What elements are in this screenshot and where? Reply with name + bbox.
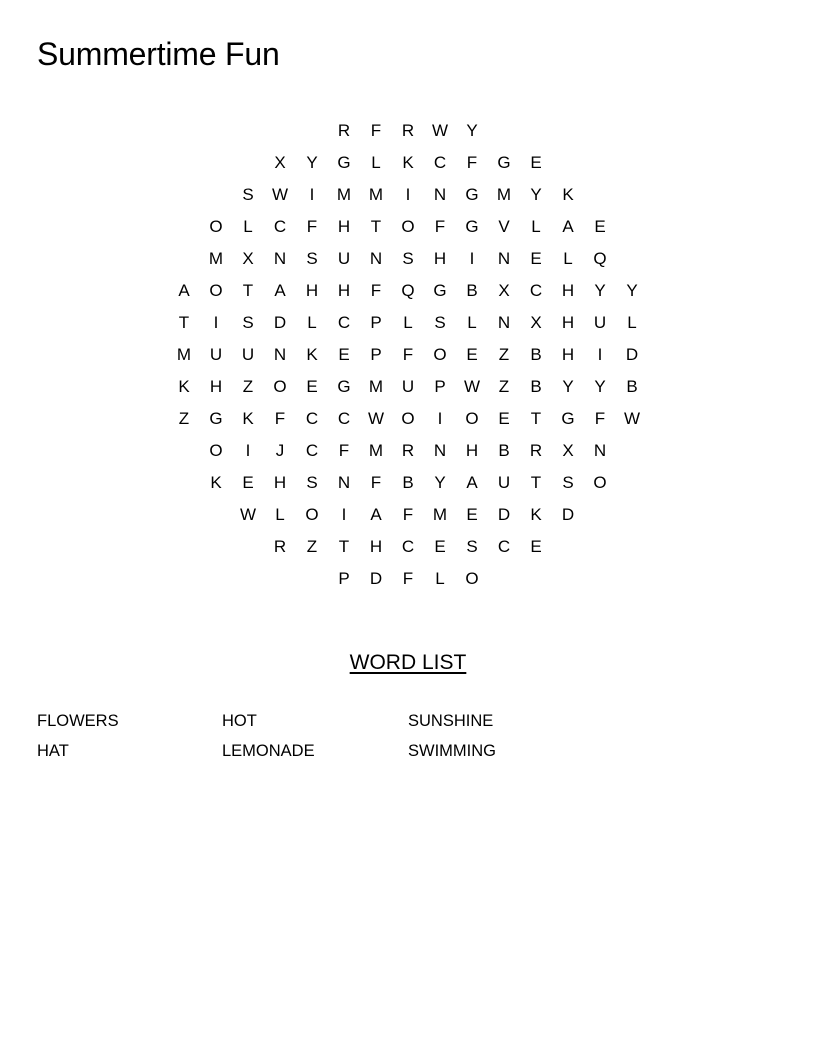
grid-letter: D [273,313,287,332]
grid-letter: T [338,537,350,556]
grid-letter: K [178,377,190,396]
grid-letter: N [433,441,447,460]
grid-letter: O [273,377,287,396]
grid-letter: L [403,313,413,332]
grid-letter: D [625,345,639,364]
grid-letter: W [239,505,257,524]
grid-letter: G [433,281,447,300]
grid-letter: K [242,409,254,428]
grid-letter: N [433,185,447,204]
grid-letter: G [561,409,575,428]
grid-letter: F [434,217,446,236]
grid-letter: H [305,281,319,300]
grid-letter: Z [178,409,190,428]
grid-letter: X [274,153,286,172]
grid-letter: K [210,473,222,492]
grid-letter: M [208,249,224,268]
grid-letter: Z [498,345,510,364]
grid-letter: O [593,473,607,492]
grid-letter: R [401,121,415,140]
grid-letter: Y [626,281,638,300]
grid-letter: U [241,345,255,364]
grid-letter: C [529,281,543,300]
word-list-heading-container [0,648,816,678]
grid-letter: R [401,441,415,460]
grid-letter: M [336,185,352,204]
grid-letter: F [306,217,318,236]
grid-letter: D [369,569,383,588]
grid-letter: V [498,217,510,236]
grid-letter: K [530,505,542,524]
grid-letter: Y [434,473,446,492]
grid-letter: P [370,313,382,332]
grid-letter: E [242,473,254,492]
grid-letter: N [337,473,351,492]
grid-letter: Y [562,377,574,396]
grid-letter: H [561,281,575,300]
grid-letter: F [594,409,606,428]
grid-letter: M [368,441,384,460]
grid-letter: F [402,569,414,588]
grid-letter: L [307,313,317,332]
grid-letter: L [627,313,637,332]
grid-letter: A [178,281,190,300]
grid-letter: U [401,377,415,396]
word-list-item: HOT [222,712,257,730]
grid-letter: N [593,441,607,460]
grid-letter: C [305,441,319,460]
grid-letter: R [273,537,287,556]
grid-letter: Y [306,153,318,172]
grid-letter: M [368,185,384,204]
grid-letter: C [433,153,447,172]
grid-letter: T [370,217,382,236]
grid-letter: T [178,313,190,332]
grid-letter: M [432,505,448,524]
grid-letter: N [369,249,383,268]
grid-letter: S [562,473,574,492]
grid-letter: L [243,217,253,236]
grid-letter: U [497,473,511,492]
grid-letter: A [562,217,574,236]
grid-letter: N [497,313,511,332]
grid-letter: B [402,473,414,492]
grid-letter: O [209,217,223,236]
grid-letter: I [341,505,347,524]
grid-letter: O [401,217,415,236]
grid-letter: M [368,377,384,396]
grid-letter: A [370,505,382,524]
grid-letter: I [437,409,443,428]
grid-letter: F [370,281,382,300]
grid-letter: O [401,409,415,428]
grid-letter: G [337,153,351,172]
grid-letter: H [369,537,383,556]
word-list-item: HAT [37,742,69,760]
grid-letter: F [402,345,414,364]
grid-letter: H [273,473,287,492]
grid-letter: U [209,345,223,364]
grid-letter: W [431,121,449,140]
grid-letter: S [466,537,478,556]
grid-letter: H [337,217,351,236]
grid-letter: W [271,185,289,204]
grid-letter: W [463,377,481,396]
grid-letter: N [497,249,511,268]
grid-letter: C [401,537,415,556]
grid-letter: L [435,569,445,588]
grid-letter: H [465,441,479,460]
grid-letter: H [561,313,575,332]
grid-letter: F [370,121,382,140]
grid-letter: H [337,281,351,300]
grid-letter: F [338,441,350,460]
grid-letter: C [273,217,287,236]
grid-letter: Y [530,185,542,204]
grid-letter: S [242,185,254,204]
grid-letter: B [530,377,542,396]
grid-letter: A [466,473,478,492]
grid-letter: O [305,505,319,524]
grid-letter: O [465,569,479,588]
grid-letter: S [242,313,254,332]
grid-letter: E [338,345,350,364]
grid-letter: Z [498,377,510,396]
grid-letter: S [402,249,414,268]
grid-letter: L [275,505,285,524]
grid-letter: E [530,537,542,556]
grid-letter: F [370,473,382,492]
grid-letter: I [597,345,603,364]
grid-letter: B [626,377,638,396]
grid-letter: K [402,153,414,172]
grid-letter: E [434,537,446,556]
grid-letter: P [434,377,446,396]
grid-letter: T [530,473,542,492]
grid-letter: L [563,249,573,268]
word-list-heading: WORD LIST [349,651,467,674]
grid-letter: H [561,345,575,364]
grid-letter: U [337,249,351,268]
grid-letter: J [275,441,285,460]
grid-letter: G [209,409,223,428]
grid-letter: H [209,377,223,396]
grid-letter: Y [594,377,606,396]
grid-letter: D [497,505,511,524]
grid-letter: Q [401,281,415,300]
word-list-item: SUNSHINE [408,712,494,730]
grid-letter: U [593,313,607,332]
grid-letter: S [434,313,446,332]
grid-letter: M [176,345,192,364]
grid-letter: G [497,153,511,172]
grid-letter: G [465,217,479,236]
word-list-item: FLOWERS [37,712,119,730]
grid-letter: G [465,185,479,204]
grid-letter: A [274,281,286,300]
grid-letter: W [623,409,641,428]
grid-letter: G [337,377,351,396]
grid-letter: F [274,409,286,428]
grid-letter: I [245,441,251,460]
grid-letter: I [213,313,219,332]
grid-letter: O [465,409,479,428]
grid-letter: X [242,249,254,268]
grid-letter: B [466,281,478,300]
grid-letter: T [530,409,542,428]
grid-letter: E [306,377,318,396]
grid-letter: S [306,249,318,268]
grid-letter: Q [593,249,607,268]
grid-letter: W [367,409,385,428]
grid-letter: B [498,441,510,460]
grid-letter: X [530,313,542,332]
grid-letter: X [562,441,574,460]
grid-letter: E [530,249,542,268]
grid-letter: O [209,281,223,300]
grid-letter: E [594,217,606,236]
grid-letter: F [402,505,414,524]
grid-letter: R [337,121,351,140]
grid-letter: E [466,345,478,364]
grid-letter: N [273,345,287,364]
grid-letter: X [498,281,510,300]
grid-letter: H [433,249,447,268]
grid-letter: K [306,345,318,364]
grid-letter: I [405,185,411,204]
grid-letter: Y [594,281,606,300]
grid-letter: P [338,569,350,588]
grid-letter: F [466,153,478,172]
word-list-item: LEMONADE [222,742,315,760]
grid-letter: T [242,281,254,300]
grid-letter: C [337,409,351,428]
grid-letter: E [466,505,478,524]
grid-letter: D [561,505,575,524]
grid-letter: C [305,409,319,428]
grid-letter: P [370,345,382,364]
puzzle-title: Summertime Fun [37,36,280,72]
grid-letter: L [371,153,381,172]
grid-letter: I [309,185,315,204]
grid-letter: N [273,249,287,268]
grid-letter: M [496,185,512,204]
grid-letter: Y [466,121,478,140]
grid-letter: C [497,537,511,556]
grid-letter: L [467,313,477,332]
grid-letter: L [531,217,541,236]
grid-letter: B [530,345,542,364]
grid-letter: E [530,153,542,172]
grid-letter: Z [242,377,254,396]
grid-letter: Z [306,537,318,556]
grid-letter: R [529,441,543,460]
grid-letter: E [498,409,510,428]
grid-letter: K [562,185,574,204]
grid-letter: S [306,473,318,492]
grid-letter: O [433,345,447,364]
grid-letter: I [469,249,475,268]
grid-letter: C [337,313,351,332]
grid-letter: O [209,441,223,460]
word-list-item: SWIMMING [408,742,496,760]
